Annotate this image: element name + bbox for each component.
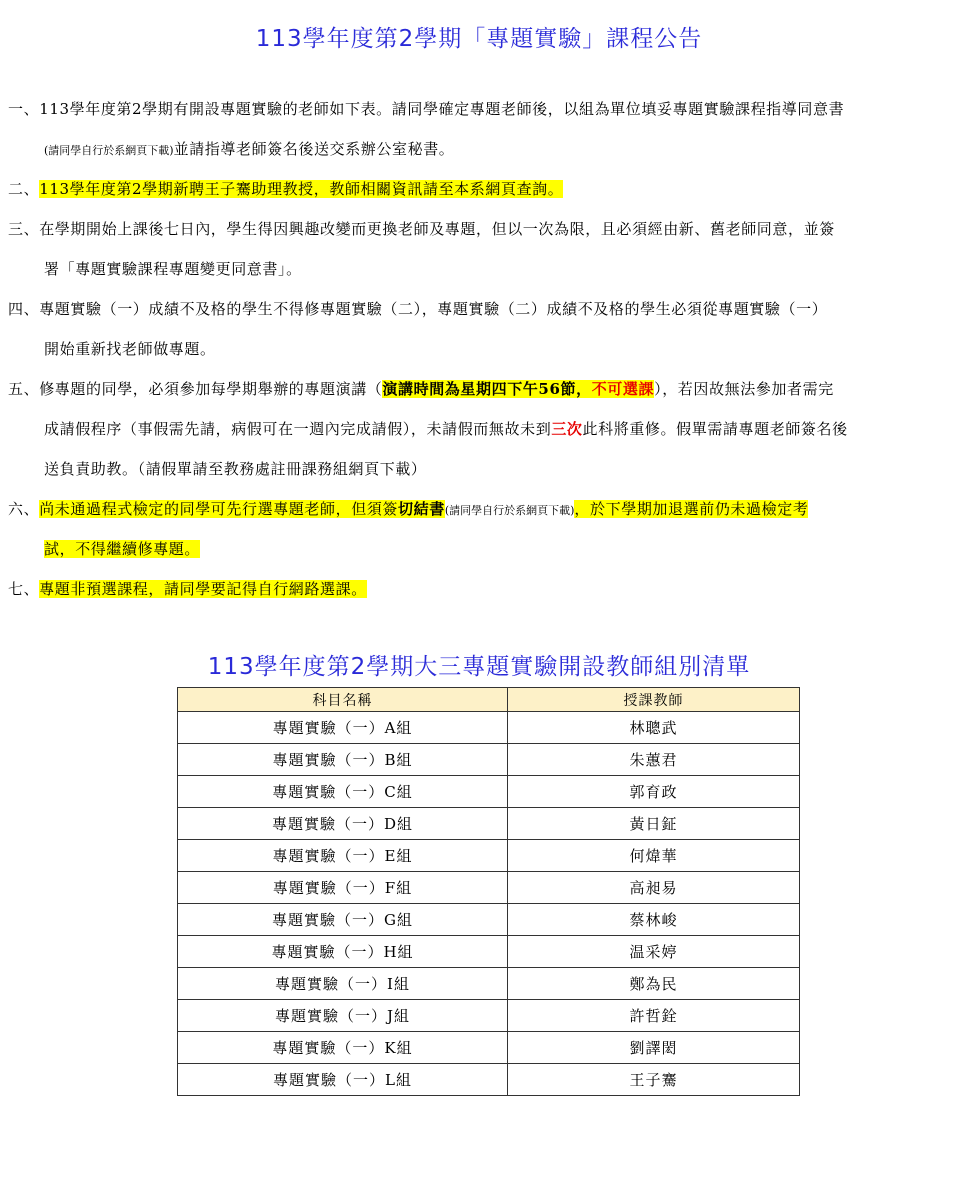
item-5-line-2-pre: 成請假程序（事假需先請，病假可在一週內完成請假），未請假而無故未到: [44, 420, 552, 438]
table-row: [178, 872, 800, 904]
item-3-line-1: 三、在學期開始上課後七日內，學生得因興趣改變而更換老師及專題，但以一次為限，且必須經由新、舊老師同意，並簽: [8, 220, 835, 238]
teacher-cell: 蔡林峻: [508, 904, 800, 936]
item-2-highlight: 113學年度第2學期新聘王子騫助理教授，教師相關資訊請至本系網頁查詢。: [39, 180, 564, 198]
item-2: [8, 172, 563, 206]
table-row: [178, 840, 800, 872]
item-4-line-2: 開始重新找老師做專題。: [44, 340, 216, 358]
subject-cell: 專題實驗（一）H組: [178, 936, 508, 968]
teacher-cell: 許哲銓: [508, 1000, 800, 1032]
table-row: [178, 1032, 800, 1064]
teacher-cell: 朱蕙君: [508, 744, 800, 776]
subject-cell: 專題實驗（一）A組: [178, 712, 508, 744]
affidavit: 切結書: [398, 500, 445, 518]
download-note: (請同學自行於系網頁下載): [444, 504, 575, 517]
teacher-cell: 温采婷: [508, 936, 800, 968]
table-header-row: [178, 688, 800, 712]
table-row: [178, 1064, 800, 1096]
item-7-prefix: 七、: [8, 580, 40, 598]
item-6-highlight-3: 試，不得繼續修專題。: [44, 540, 201, 558]
item-7-highlight: 專題非預選課程，請同學要記得自行網路選課。: [39, 580, 367, 598]
item-3-line-2: 署「專題實驗課程專題變更同意書」。: [44, 260, 302, 278]
item-5-line-2: [44, 412, 848, 446]
teacher-cell: 劉譯閎: [508, 1032, 800, 1064]
item-5-highlight: [382, 380, 654, 398]
teacher-cell: 高昶易: [508, 872, 800, 904]
table-row: [178, 936, 800, 968]
item-5-text: 五、修專題的同學，必須參加每學期舉辦的專題演講（: [8, 380, 383, 398]
item-1-line-2-text: 並請指導老師簽名後送交系辦公室秘書。: [173, 140, 455, 158]
subject-cell: 專題實驗（一）E組: [178, 840, 508, 872]
subject-cell: 專題實驗（一）K組: [178, 1032, 508, 1064]
teacher-cell: 郭育政: [508, 776, 800, 808]
teacher-cell: 林聰武: [508, 712, 800, 744]
subject-cell: 專題實驗（一）I組: [178, 968, 508, 1000]
item-5-line-2-post: 此科將重修。假單需請專題老師簽名後: [582, 420, 848, 438]
item-7: [8, 572, 367, 606]
item-5-line-1: [8, 372, 834, 406]
item-5-line-3: 送負責助教。（請假單請至教務處註冊課務組網頁下載）: [44, 460, 427, 478]
no-course-warning: 不可選課: [591, 380, 655, 398]
download-note: (請同學自行於系網頁下載): [44, 144, 174, 157]
teacher-cell: 鄭為民: [508, 968, 800, 1000]
item-6-prefix: 六、: [8, 500, 40, 518]
subject-cell: 專題實驗（一）J組: [178, 1000, 508, 1032]
item-1-line-1: 一、113學年度第2學期有開設專題實驗的老師如下表。請同學確定專題老師後，以組為單位填妥專題實驗課程指導同意書: [8, 100, 845, 118]
teacher-cell: 何煒華: [508, 840, 800, 872]
item-6-line-1: [8, 492, 808, 526]
column-header-teacher: 授課教師: [508, 688, 800, 712]
table-row: [178, 968, 800, 1000]
subject-cell: 專題實驗（一）C組: [178, 776, 508, 808]
table-row: [178, 904, 800, 936]
item-6-line-2: [44, 532, 200, 566]
table-title: 113學年度第2學期大三專題實驗開設教師組別清單: [207, 654, 751, 680]
lecture-time: 演講時間為星期四下午56節，: [382, 380, 592, 398]
item-1-line-2: [44, 132, 454, 166]
teacher-table: [177, 687, 800, 1096]
page-title: 113學年度第2學期「專題實驗」課程公告: [255, 26, 703, 52]
table-row: [178, 776, 800, 808]
item-6-highlight-2: ，於下學期加退選前仍未過檢定考: [574, 500, 809, 518]
table-row: [178, 808, 800, 840]
subject-cell: 專題實驗（一）G組: [178, 904, 508, 936]
teacher-cell: 王子騫: [508, 1064, 800, 1096]
subject-cell: 專題實驗（一）D組: [178, 808, 508, 840]
item-5-text-post: ），若因故無法參加者需完: [654, 380, 834, 398]
teacher-cell: 黃日鉦: [508, 808, 800, 840]
subject-cell: 專題實驗（一）L組: [178, 1064, 508, 1096]
subject-cell: 專題實驗（一）F組: [178, 872, 508, 904]
table-row: [178, 744, 800, 776]
subject-cell: 專題實驗（一）B組: [178, 744, 508, 776]
item-4-line-1: 四、專題實驗（一）成績不及格的學生不得修專題實驗（二），專題實驗（二）成績不及格的學生必須從專題實驗（一）: [8, 300, 828, 318]
absence-count: 三次: [551, 420, 583, 438]
table-row: [178, 1000, 800, 1032]
item-6-highlight-1: 尚未通過程式檢定的同學可先行選專題老師，但須簽: [39, 500, 399, 518]
item-2-prefix: 二、: [8, 180, 40, 198]
table-row: [178, 712, 800, 744]
column-header-subject: 科目名稱: [178, 688, 508, 712]
